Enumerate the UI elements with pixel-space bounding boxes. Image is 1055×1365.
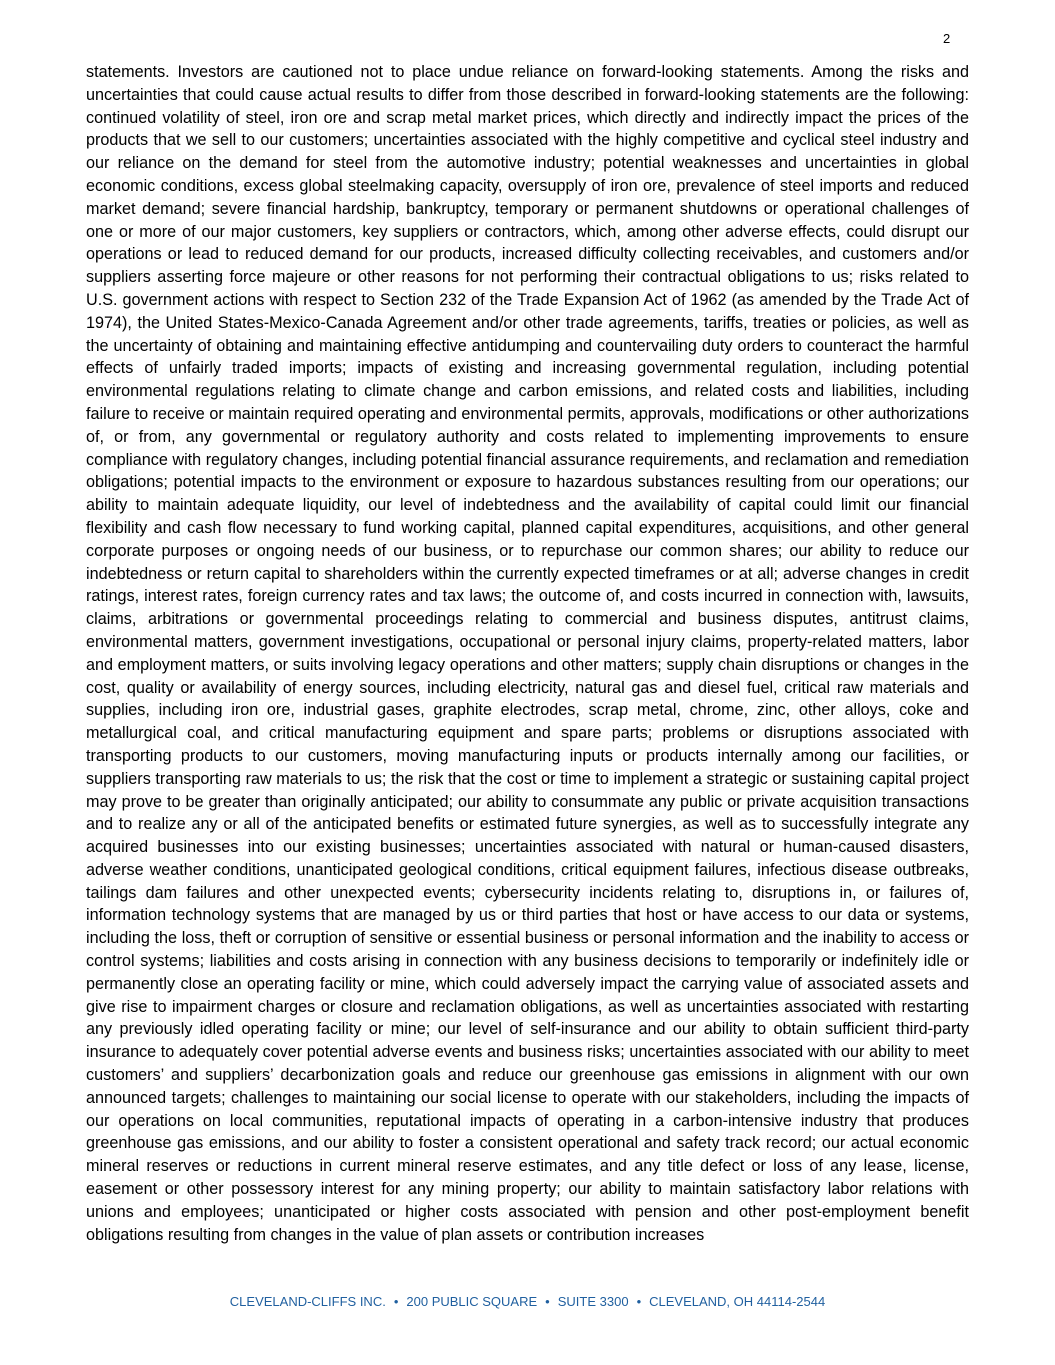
footer-separator: •	[545, 1294, 550, 1309]
footer-separator: •	[636, 1294, 642, 1309]
footer-city: CLEVELAND, OH 44114-2544	[649, 1294, 826, 1309]
page-number: 2	[943, 31, 951, 46]
footer-address	[0, 1294, 1055, 1310]
footer-company: CLEVELAND-CLIFFS INC.	[229, 1294, 386, 1309]
footer-suite: SUITE 3300	[557, 1294, 629, 1309]
footer-street: 200 PUBLIC SQUARE	[406, 1294, 538, 1309]
footer-separator: •	[393, 1294, 399, 1309]
body-paragraph: statements. Investors are cautioned not to place undue reliance on forward-looking statements. Among the risks and uncertainties that could cause actual results to differ from those described in forward-looking statements are the following: continued volatility of steel, iron ore and scrap metal market prices, which directly and indirectly impact the prices of the products that we sell to our customers; uncertainties associated with the highly competitive and cyclical steel industry and our reliance on the demand for steel from the automotive industry; potential weaknesses and uncertainties in global economic conditions, excess global steelmaking capacity, oversupply of iron ore, prevalence of steel imports and reduced market demand; severe financial hardship, bankruptcy, temporary or permanent shutdowns or operational challenges of one or more of our major customers, key suppliers or contractors, which, among other adverse effects, could disrupt our operations or lead to reduced demand for our products, increased difficulty collecting receivables, and customers and/or suppliers asserting force majeure or other reasons for not performing their contractual obligations to us; risks related to U.S. government actions with respect to Section 232 of the Trade Expansion Act of 1962 (as amended by the Trade Act of 1974), the United States-Mexico-Canada Agreement and/or other trade agreements, tariffs, treaties or policies, as well as the uncertainty of obtaining and maintaining effective antidumping and countervailing duty orders to counteract the harmful effects of unfairly traded imports; impacts of existing and increasing governmental regulation, including potential environmental regulations relating to climate change and carbon emissions, and related costs and liabilities, including failure to receive or maintain required operating and environmental permits, approvals, modifications or other authorizations of, or from, any governmental or regulatory authority and costs related to implementing improvements to ensure compliance with regulatory changes, including potential financial assurance requirements, and reclamation and remediation obligations; potential impacts to the environment or exposure to hazardous substances resulting from our operations; our ability to maintain adequate liquidity, our level of indebtedness and the availability of capital could limit our financial flexibility and cash flow necessary to fund working capital, planned capital expenditures, acquisitions, and other general corporate purposes or ongoing needs of our business, or to repurchase our common shares; our ability to reduce our indebtedness or return capital to shareholders within the currently expected timeframes or at all; adverse changes in credit ratings, interest rates, foreign currency rates and tax laws; the outcome of, and costs incurred in connection with, lawsuits, claims, arbitrations or governmental proceedings relating to commercial and business disputes, antitrust claims, environmental matters, government investigations, occupational or personal injury claims, property-related matters, labor and employment matters, or suits involving legacy operations and other matters; supply chain disruptions or changes in the cost, quality or availability of energy sources, including electricity, natural gas and diesel fuel, critical raw materials and supplies, including iron ore, industrial gases, graphite electrodes, scrap metal, chrome, zinc, other alloys, coke and metallurgical coal, and critical manufacturing equipment and spare parts; problems or disruptions associated with transporting products to our customers, moving manufacturing inputs or products internally among our facilities, or suppliers transporting raw materials to us; the risk that the cost or time to implement a strategic or sustaining capital project may prove to be greater than originally anticipated; our ability to consummate any public or private acquisition transactions and to realize any or all of the anticipated benefits or estimated future synergies, as well as to successfully integrate any acquired businesses into our existing businesses; uncertainties associated with natural or human-caused disasters, adverse weather conditions, unanticipated geological conditions, critical equipment failures, infectious disease outbreaks, tailings dam failures and other unexpected events; cybersecurity incidents relating to, disruptions in, or failures of, information technology systems that are managed by us or third parties that host or have access to our data or systems, including the loss, theft or corruption of sensitive or essential business or personal information and the inability to access or control systems; liabilities and costs arising in connection with any business decisions to temporarily or indefinitely idle or permanently close an operating facility or mine, which could adversely impact the carrying value of associated assets and give rise to impairment charges or closure and reclamation obligations, as well as uncertainties associated with restarting any previously idled operating facility or mine; our level of self-insurance and our ability to obtain sufficient third-party insurance to adequately cover potential adverse events and business risks; uncertainties associated with our ability to meet customers’ and suppliers’ decarbonization goals and reduce our greenhouse gas emissions in alignment with our own announced targets; challenges to maintaining our social license to operate with our stakeholders, including the impacts of our operations on local communities, reputational impacts of operating in a carbon-intensive industry that produces greenhouse gas emissions, and our ability to foster a consistent operational and safety track record; our actual economic mineral reserves or reductions in current mineral reserve estimates, and any title defect or loss of any lease, license, easement or other possessory interest for any mining property; our ability to maintain satisfactory labor relations with unions and employees; unanticipated or higher costs associated with pension and other post-employment benefit obligations resulting from changes in the value of plan assets or contribution increases	[86, 63, 969, 1244]
